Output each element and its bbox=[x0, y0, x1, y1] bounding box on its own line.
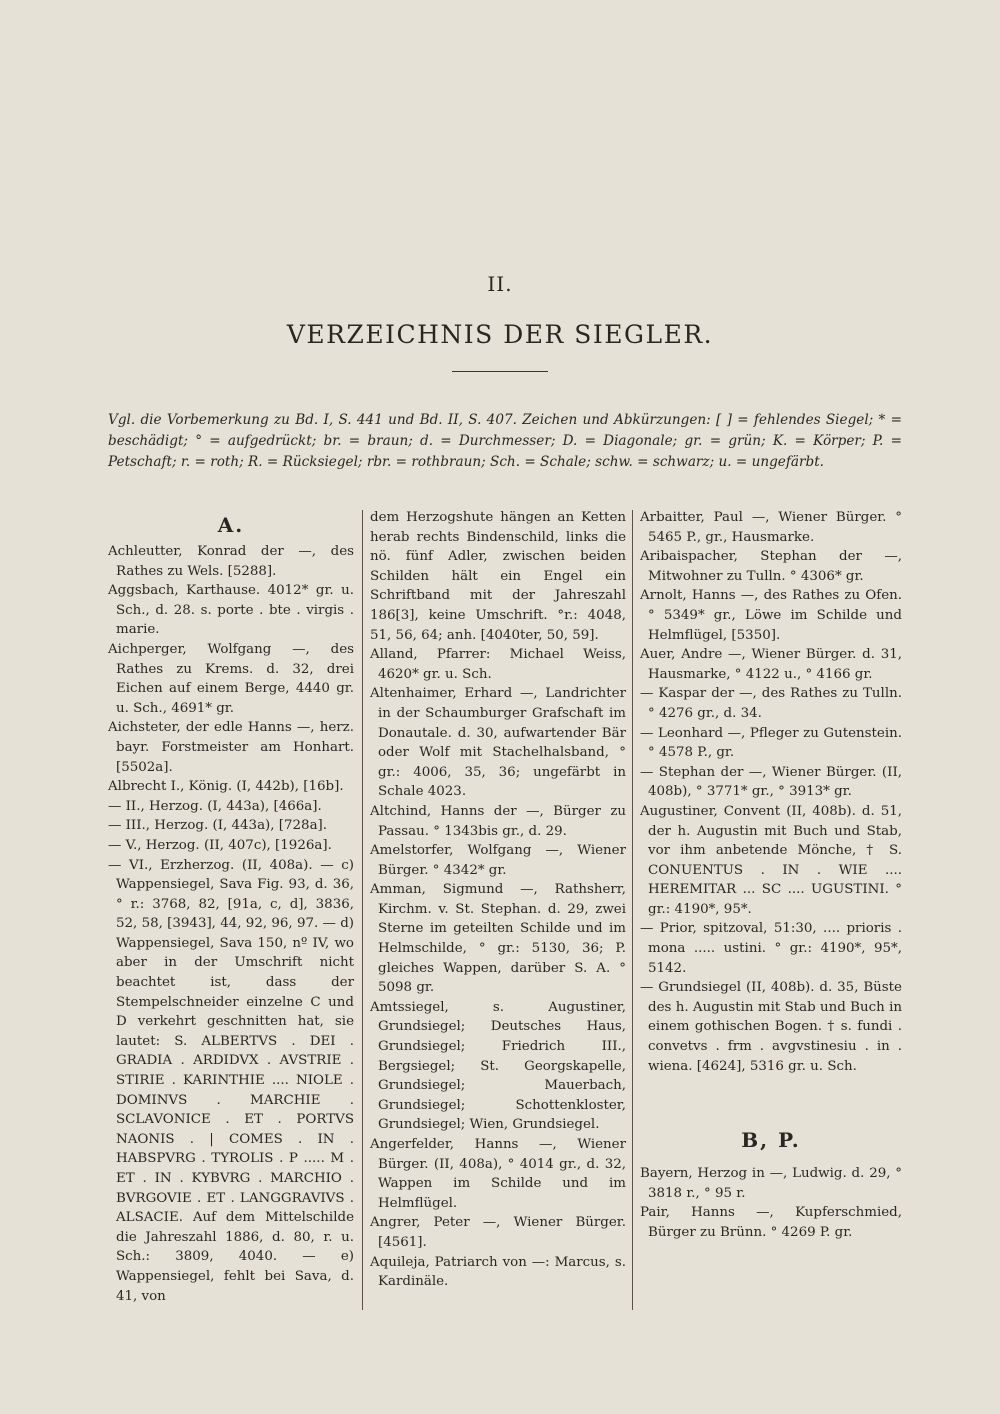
section-heading-a: A. bbox=[217, 513, 245, 537]
register-entry: — Stephan der —, Wiener Bürger. (II, 408b), ° 3771* gr., ° 3913* gr. bbox=[640, 764, 902, 800]
register-entry: Aggsbach, Karthause. 4012* gr. u. Sch., d. 28. s. porte . bte . virgis . marie. bbox=[108, 583, 354, 638]
register-entry: Aichperger, Wolfgang —, des Rathes zu Krems. d. 32, drei Eichen auf einem Berge, 4440 gr. u. Sch., 4691* gr. bbox=[108, 641, 354, 716]
page-title: VERZEICHNIS DER SIEGLER. bbox=[286, 320, 714, 349]
register-entry: Angrer, Peter —, Wiener Bürger. [4561]. bbox=[370, 1215, 626, 1250]
column-1 bbox=[108, 508, 354, 1306]
register-entry: Amman, Sigmund —, Rathsherr, Kirchm. v. St. Stephan. d. 29, zwei Sterne im geteilten Schilde und im Helmschilde, ° gr.: 5130, 36; P. gleiches Wappen, darüber S. A. ° 5098 gr. bbox=[370, 882, 626, 996]
part-number: II. bbox=[487, 272, 513, 296]
register-entry: — II., Herzog. (I, 443a), [466a]. bbox=[108, 798, 322, 814]
register-entry: Amelstorfer, Wolfgang —, Wiener Bürger. ° 4342* gr. bbox=[370, 843, 626, 878]
register-entry: Alland, Pfarrer: Michael Weiss, 4620* gr. u. Sch. bbox=[370, 647, 626, 682]
register-entry: — Leonhard —, Pfleger zu Gutenstein. ° 4578 P., gr. bbox=[640, 725, 902, 761]
section-heading-b-p: B, P. bbox=[741, 1128, 801, 1153]
title-divider bbox=[452, 371, 548, 372]
register-entry: — Grundsiegel (II, 408b). d. 35, Büste des h. Augustin mit Stab und Buch in einem gothischen Bogen. † s. fundi . convetvs . frm . avgvstinesiu . in . wiena. [4624], 5316 gr. u. Sch. bbox=[640, 980, 902, 1074]
register-entry: — Kaspar der —, des Rathes zu Tulln. ° 4276 gr., d. 34. bbox=[640, 686, 902, 721]
register-entry: Augustiner, Convent (II, 408b). d. 51, der h. Augustin mit Buch und Stab, vor ihm anbetende Mönche, † S. CONUENTUS . IN . WIE .... HEREMITAR ... SC .... UGUSTINI. ° gr.: 4190*, 95*. bbox=[640, 803, 902, 917]
register-entry: — V., Herzog. (II, 407c), [1926a]. bbox=[108, 837, 332, 853]
intro-paragraph: Vgl. die Vorbemerkung zu Bd. I, S. 441 und Bd. II, S. 407. Zeichen und Abkürzungen: [ ] = fehlendes Siegel; * = beschädigt; ° = aufgedrückt; br. = braun; d. = Durchmesser; D. = Diagonale; gr. = grün; K. = Körper; P. = Petschaft; r. = roth; R. = Rücksiegel; rbr. = rothbraun; Sch. = Schale; schw. = schwarz; u. = ungefärbt. bbox=[108, 412, 902, 470]
register-entry: — VI., Erzherzog. (II, 408a). — c) Wappensiegel, Sava Fig. 93, d. 36, ° r.: 3768, 82, [91a, c, d], 3836, 52, 58, [3943], 44, 92, 96, 97. — d) Wappensiegel, Sava 150, nº IV, wo aber in der Umschrift nicht beachtet ist, dass der Stempelschneider einzelne C und D verkehrt geschnitten hat, sie lautet: S. ALBERTVS . DEI . GRADIA . ARDIDVX . AVSTRIE . STIRIE . KARINTHIE .... NIOLE . DOMINVS . MARCHIE . SCLAVONICE . ET . PORTVS NAONIS . | COMES . IN . HABSPVRG . TYROLIS . P ..... M . ET . IN . KYBVRG . MARCHIO . BVRGOVIE . ET . LANGGRAVIVS . ALSACIE. Auf dem Mittelschilde die Jahreszahl 1886, d. 80, r. u. Sch.: 3809, 4040. — e) Wappensiegel, fehlt bei Sava, d. 41, von bbox=[108, 857, 354, 1304]
column-divider-2 bbox=[632, 510, 633, 1310]
register-entry: Altenhaimer, Erhard —, Landrichter in der Schaumburger Grafschaft im Donautale. d. 30, aufwartender Bär oder Wolf mit Stachelhalsband, ° gr.: 4006, 35, 36; ungefärbt in Schale 4023. bbox=[370, 686, 626, 800]
register-entry: Achleutter, Konrad der —, des Rathes zu Wels. [5288]. bbox=[108, 544, 354, 579]
register-entry: Altchind, Hanns der —, Bürger zu Passau. ° 1343bis gr., d. 29. bbox=[370, 803, 626, 839]
register-entry: Angerfelder, Hanns —, Wiener Bürger. (II, 408a), ° 4014 gr., d. 32, Wappen im Schilde und im Helmflügel. bbox=[370, 1137, 626, 1211]
register-entry: Aribaispacher, Stephan der —, Mitwohner zu Tulln. ° 4306* gr. bbox=[640, 549, 902, 584]
column-2 bbox=[370, 508, 626, 1292]
register-entry: Aquileja, Patriarch von —: Marcus, s. Kardinäle. bbox=[370, 1254, 626, 1290]
register-entry: Bayern, Herzog in —, Ludwig. d. 29, ° 3818 r., ° 95 r. bbox=[640, 1166, 902, 1201]
register-entry: Arnolt, Hanns —, des Rathes zu Ofen. ° 5349* gr., Löwe im Schilde und Helmflügel, [5350]. bbox=[640, 588, 902, 643]
register-entry: Aichsteter, der edle Hanns —, herz. bayr. Forstmeister am Honhart. [5502a]. bbox=[108, 720, 354, 775]
register-entry: Auer, Andre —, Wiener Bürger. d. 31, Hausmarke, ° 4122 u., ° 4166 gr. bbox=[640, 647, 902, 682]
column-3 bbox=[640, 508, 902, 1243]
register-entry: — Prior, spitzoval, 51:30, .... prioris . mona ..... ustini. ° gr.: 4190*, 95*, 5142. bbox=[640, 921, 902, 976]
register-entry: Amtssiegel, s. Augustiner, Grundsiegel; Deutsches Haus, Grundsiegel; Friedrich III., Bergsiegel; St. Georgskapelle, Grundsiegel; Mauerbach, Grundsiegel; Schottenkloster, Grundsiegel; Wien, Grundsiegel. bbox=[370, 999, 626, 1133]
register-entry: — III., Herzog. (I, 443a), [728a]. bbox=[108, 818, 328, 834]
register-entry: Pair, Hanns —, Kupferschmied, Bürger zu Brünn. ° 4269 P. gr. bbox=[640, 1205, 902, 1240]
column-divider-1 bbox=[362, 510, 363, 1310]
entry-continuation: dem Herzogshute hängen an Ketten herab rechts Bindenschild, links die nö. fünf Adler, zwischen beiden Schilden hält ein Engel ein Schriftband mit der Jahreszahl 186[3], keine Umschrift. °r.: 4048, 51, 56, 64; anh. [4040ter, 50, 59]. bbox=[370, 510, 626, 643]
register-entry: Albrecht I., König. (I, 442b), [16b]. bbox=[108, 779, 344, 795]
register-entry: Arbaitter, Paul —, Wiener Bürger. ° 5465 P., gr., Hausmarke. bbox=[640, 510, 902, 545]
